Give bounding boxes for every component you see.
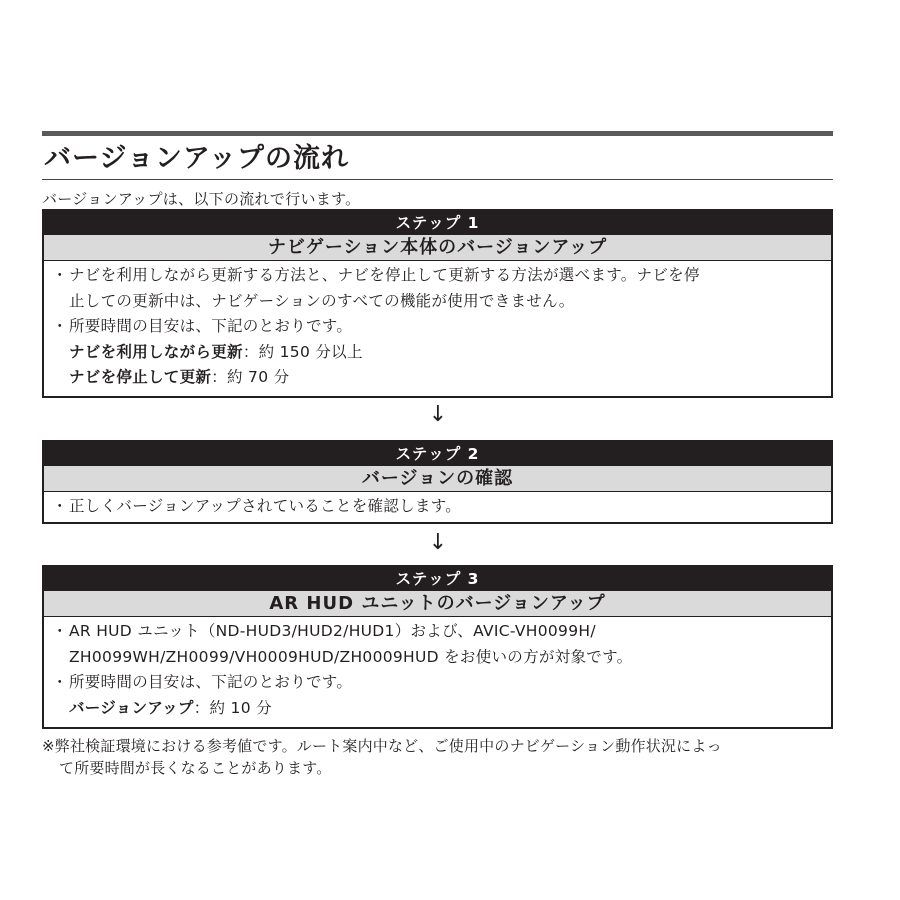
top-rule [42,131,833,136]
footnote-line-1: ※弊社検証環境における参考値です。ルート案内中など、ご使用中のナビゲーション動作状況によっ [42,737,722,755]
step-1-box [42,209,833,398]
title-divider [42,179,833,180]
list-item [52,619,831,645]
bullet-dot: ・ [52,266,68,284]
time-label: バージョンアップ [69,698,194,717]
footnote-line-2: て所要時間が長くなることがあります。 [59,759,332,777]
time-label: ナビを利用しながら更新 [69,342,243,361]
down-arrow-icon: ↓ [428,530,448,555]
step-1-bullet-1: ナビを利用しながら更新する方法と、ナビを停止して更新する方法が選べます。ナビを停 [69,266,700,284]
time-value: ：約 150 分以上 [242,342,363,361]
down-arrow-icon: ↓ [428,402,448,427]
step-3-label: ステップ 3 [44,567,831,591]
step-1-label: ステップ 1 [44,211,831,235]
step-1-body [44,261,831,394]
step-3-box [42,565,833,729]
step-1-bullet-2: 所要時間の目安は、下記のとおりです。 [69,317,353,335]
step-2-bullet-1: 正しくバージョンアップされていることを確認します。 [69,497,462,515]
intro-text: バージョンアップは、以下の流れで行います。 [42,190,361,208]
step-1-bullet-1-cont: 止しての更新中は、ナビゲーションのすべての機能が使用できません。 [69,291,575,310]
list-item [52,670,831,696]
list-item [52,263,831,289]
time-label: ナビを停止して更新 [69,368,212,386]
step-2-heading: バージョンの確認 [44,466,831,492]
step-3-bullet-1: AR HUD ユニット（ND-HUD3/HUD2/HUD1）および、AVIC-VH0099H/ [69,622,596,640]
step-3-bullet-1-cont: ZH0099WH/ZH0099/VH0009HUD/ZH0009HUD をお使いの方が対象です。 [69,647,633,666]
step-2-label: ステップ 2 [44,442,831,466]
list-item [52,314,831,340]
list-item [52,494,831,520]
step-1-heading: ナビゲーション本体のバージョンアップ [44,235,831,261]
time-value: ：約 70 分 [211,368,290,386]
time-value: ：約 10 分 [193,698,272,717]
page-title: バージョンアップの流れ [44,143,350,174]
bullet-dot: ・ [52,622,68,640]
time-row [52,696,831,722]
time-row [52,340,831,366]
step-2-body [44,492,831,523]
step-3-bullet-2: 所要時間の目安は、下記のとおりです。 [69,673,353,691]
footnote [42,735,842,779]
time-row [52,365,831,391]
bullet-dot: ・ [52,497,68,515]
step-2-box [42,440,833,524]
step-3-heading: AR HUD ユニットのバージョンアップ [44,591,831,617]
bullet-dot: ・ [52,317,68,335]
step-3-body [44,617,831,724]
flow-section [42,131,833,210]
bullet-dot: ・ [52,673,68,691]
